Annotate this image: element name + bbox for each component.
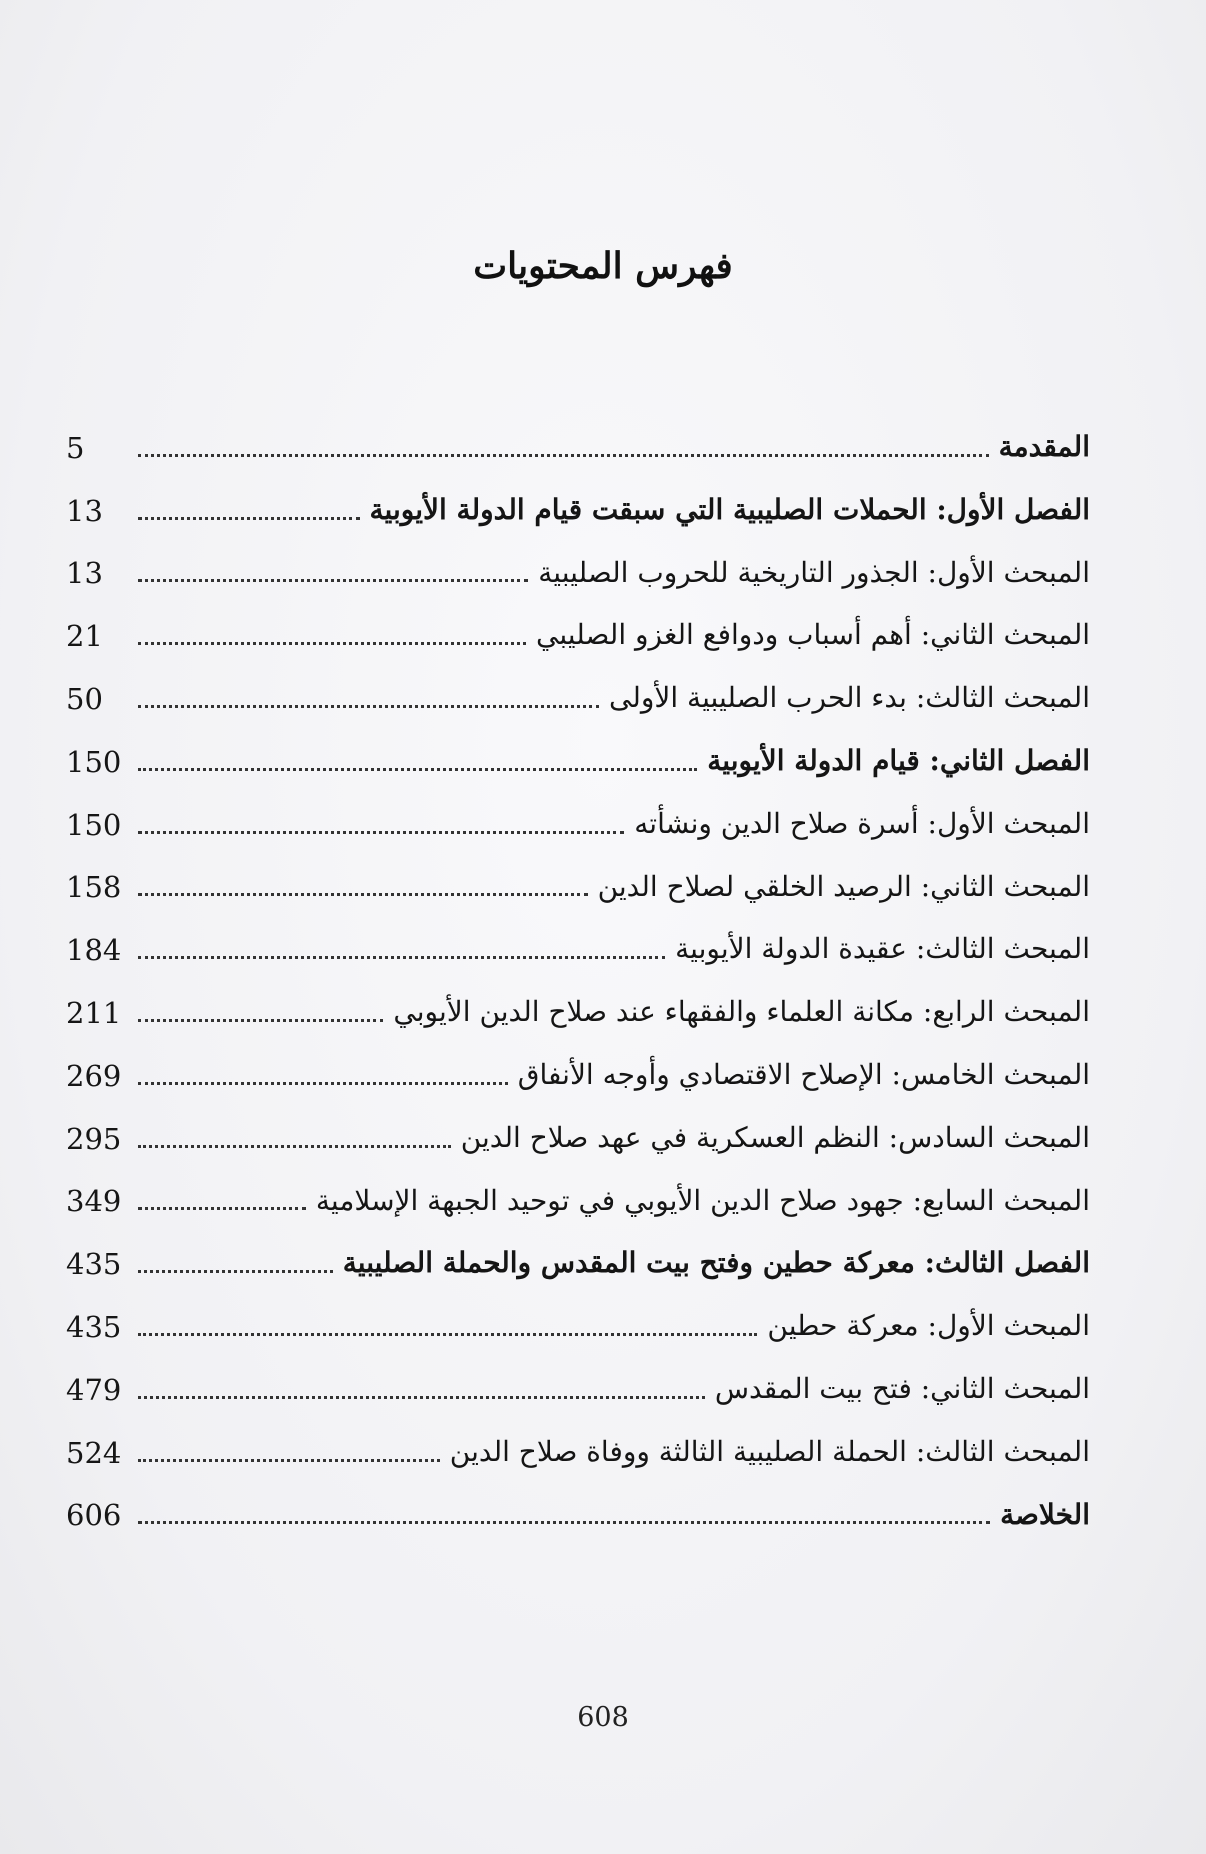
toc-page-number: 21 [66, 619, 103, 654]
dot-leader [138, 1396, 705, 1399]
toc-page-number: 479 [66, 1372, 122, 1407]
toc-page-number: 158 [66, 870, 122, 905]
toc-entry-title: الفصل الثالث: معركة حطين وفتح بيت المقدس والحملة الصليبية [342, 1246, 1090, 1280]
toc-entry [66, 1224, 1090, 1287]
toc-page-number: 50 [66, 681, 103, 716]
toc-page-number: 524 [66, 1435, 122, 1470]
dot-leader [138, 579, 528, 582]
toc-entry [66, 1413, 1090, 1476]
toc-entry-title: المبحث الثاني: الرصيد الخلقي لصلاح الدين [597, 869, 1090, 903]
toc-entry [66, 534, 1090, 597]
toc-entry [66, 1476, 1090, 1539]
dot-leader [138, 454, 989, 457]
toc-entry-title: المبحث الثاني: أهم أسباب ودوافع الغزو الصليبي [536, 618, 1090, 652]
toc-page-number: 269 [66, 1058, 122, 1093]
dot-leader [138, 1521, 990, 1524]
dot-leader [138, 705, 599, 708]
toc-page-number: 13 [66, 556, 103, 591]
toc-page-number: 184 [66, 933, 122, 968]
dot-leader [138, 1019, 383, 1022]
toc-entry-title: المبحث الرابع: مكانة العلماء والفقهاء عند صلاح الدين الأيوبي [393, 995, 1090, 1029]
toc-entry-title: المبحث الثالث: بدء الحرب الصليبية الأولى [609, 681, 1090, 715]
toc-entry [66, 1036, 1090, 1099]
toc-entry [66, 596, 1090, 659]
page-number: 608 [577, 1702, 629, 1733]
dot-leader [138, 956, 665, 959]
toc-entry-title: المبحث الخامس: الإصلاح الاقتصادي وأوجه الأنفاق [517, 1057, 1090, 1091]
toc-entry-title: المبحث الثالث: عقيدة الدولة الأيوبية [675, 932, 1090, 966]
toc-entry [66, 1350, 1090, 1413]
toc-page-number: 150 [66, 807, 122, 842]
toc-page-number: 295 [66, 1121, 122, 1156]
dot-leader [138, 1270, 333, 1273]
dot-leader [138, 831, 624, 834]
toc-title: فهرس المحتويات [473, 245, 733, 287]
toc-entry-title: المبحث الثالث: الحملة الصليبية الثالثة ووفاة صلاح الدين [449, 1434, 1090, 1468]
toc-entry-title: المبحث الثاني: فتح بيت المقدس [714, 1371, 1090, 1405]
toc-page-number: 5 [66, 430, 85, 465]
toc-entry-title: الفصل الأول: الحملات الصليبية التي سبقت قيام الدولة الأيوبية [369, 492, 1090, 526]
toc-entry [66, 1099, 1090, 1162]
dot-leader [138, 1459, 440, 1462]
toc-entry [66, 1287, 1090, 1350]
toc-entry-title: المبحث الأول: الجذور التاريخية للحروب الصليبية [538, 555, 1090, 589]
toc-page-number: 211 [66, 995, 122, 1030]
toc-entry [66, 471, 1090, 534]
toc-entry [66, 973, 1090, 1036]
toc-entry-title: المقدمة [998, 430, 1090, 463]
toc-entry [66, 722, 1090, 785]
dot-leader [138, 1082, 508, 1085]
toc-entry [66, 659, 1090, 722]
toc-entry [66, 785, 1090, 848]
toc-entry [66, 910, 1090, 973]
toc-entry-title: المبحث السابع: جهود صلاح الدين الأيوبي في توحيد الجبهة الإسلامية [315, 1183, 1090, 1217]
toc-entry-title: المبحث السادس: النظم العسكرية في عهد صلاح الدين [460, 1120, 1090, 1154]
toc-page-number: 349 [66, 1184, 122, 1219]
toc-entry [66, 408, 1090, 471]
toc-page-number: 435 [66, 1309, 122, 1344]
dot-leader [138, 1333, 757, 1336]
dot-leader [138, 1207, 306, 1210]
dot-leader [138, 642, 526, 645]
toc-entry-title: الفصل الثاني: قيام الدولة الأيوبية [707, 743, 1090, 777]
toc-entry-title: المبحث الأول: أسرة صلاح الدين ونشأته [634, 806, 1090, 840]
toc-entry [66, 848, 1090, 911]
toc-entry [66, 1162, 1090, 1225]
toc-entry-title: المبحث الأول: معركة حطين [767, 1309, 1090, 1343]
toc-page-number: 13 [66, 493, 103, 528]
toc-page-number: 435 [66, 1247, 122, 1282]
dot-leader [138, 1145, 451, 1148]
toc-list [66, 408, 1090, 1538]
dot-leader [138, 893, 588, 896]
toc-page-number: 606 [66, 1498, 122, 1533]
dot-leader [138, 768, 697, 771]
dot-leader [138, 517, 360, 520]
toc-page-number: 150 [66, 744, 122, 779]
toc-entry-title: الخلاصة [1000, 1497, 1090, 1531]
